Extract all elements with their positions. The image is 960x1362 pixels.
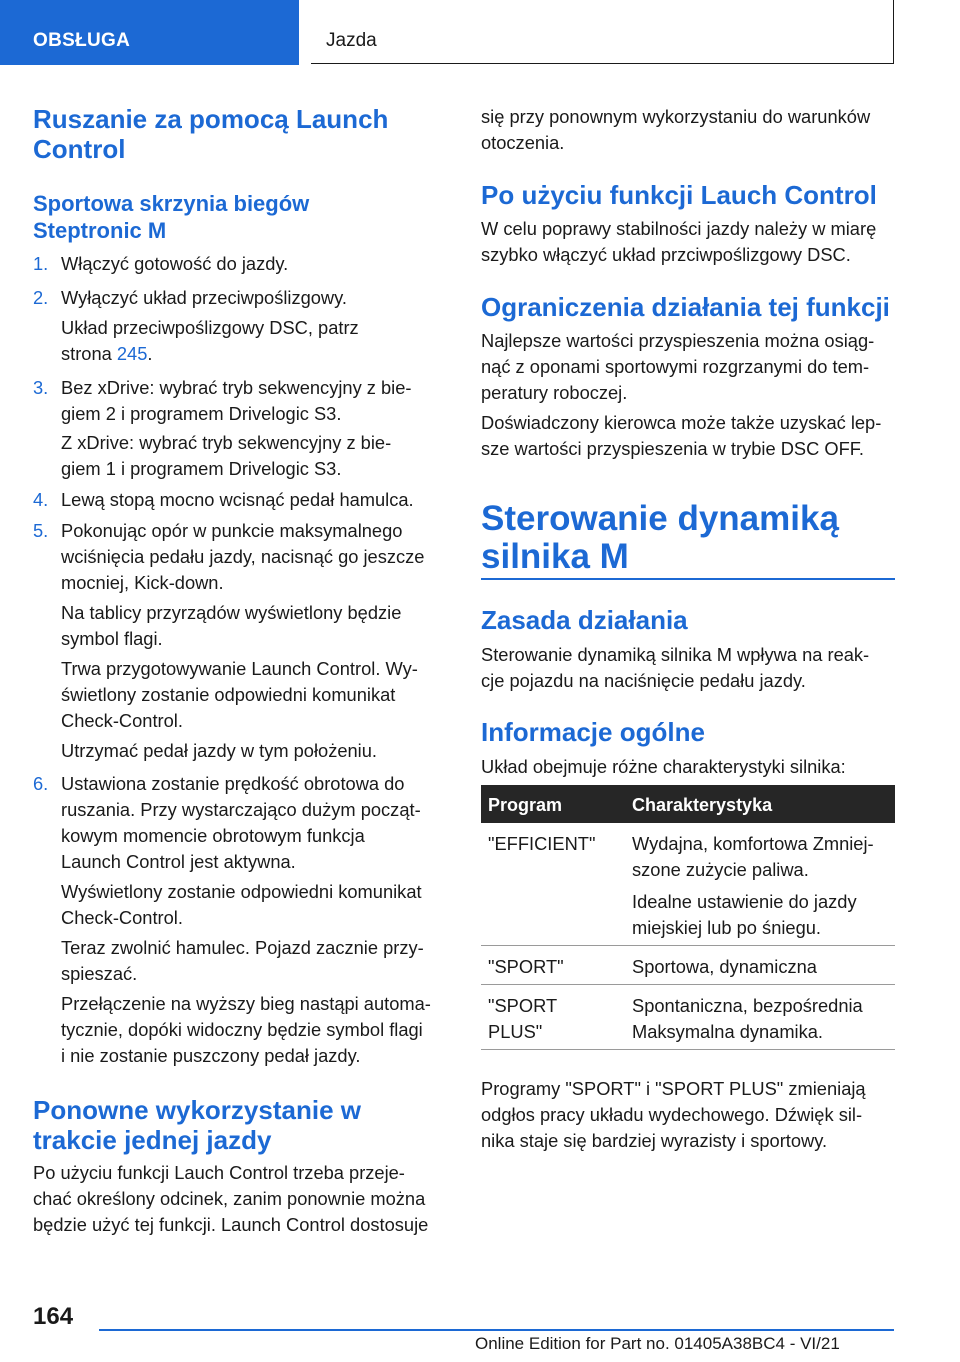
step-number: 6. bbox=[33, 773, 49, 794]
table-cell-desc: Sportowa, dynamiczna bbox=[632, 956, 817, 977]
step-note: Check-Control. bbox=[61, 710, 183, 731]
table-row-divider bbox=[481, 945, 895, 946]
paragraph-line: peratury roboczej. bbox=[481, 382, 628, 403]
step-text: Lewą stopą mocno wcisnąć pedał hamulca. bbox=[61, 489, 414, 510]
step-number: 3. bbox=[33, 377, 49, 398]
step-note: symbol flagi. bbox=[61, 628, 163, 649]
table-header-characteristic: Charakterystyka bbox=[632, 795, 773, 815]
step-note: Teraz zwolnić hamulec. Pojazd zacznie przy- bbox=[61, 937, 424, 958]
step-text: wciśnięcia pedału jazdy, nacisnąć go jeszcze bbox=[61, 546, 425, 567]
paragraph-line: cje pojazdu na naciśnięcie pedału jazdy. bbox=[481, 670, 806, 691]
header-section-label: OBSŁUGA bbox=[33, 30, 131, 51]
footer-rule bbox=[99, 1329, 894, 1331]
page-number: 164 bbox=[33, 1303, 74, 1330]
table-cell-desc: szone zużycie paliwa. bbox=[632, 859, 809, 880]
heading-reuse-line2: trakcie jednej jazdy bbox=[33, 1125, 272, 1155]
table-cell-program: "SPORT bbox=[488, 995, 558, 1016]
table-cell-program: "EFFICIENT" bbox=[488, 833, 596, 854]
step-note: Check-Control. bbox=[61, 907, 183, 928]
paragraph-line: nąć z oponami sportowymi rozgrzanymi do tem- bbox=[481, 356, 870, 377]
heading-principle: Zasada działania bbox=[481, 605, 688, 635]
paragraph-line: Doświadczony kierowca może także uzyskać lep- bbox=[481, 412, 882, 433]
paragraph-line: Programy "SPORT" i "SPORT PLUS" zmieniają bbox=[481, 1078, 866, 1099]
page-ref-link[interactable]: 245 bbox=[116, 343, 148, 364]
table-row-divider bbox=[481, 1049, 895, 1050]
table-cell-program: PLUS" bbox=[488, 1021, 543, 1042]
paragraph-line: będzie użyć tej funkcji. Launch Control dostosuje bbox=[33, 1214, 429, 1235]
step-note: spieszać. bbox=[61, 963, 138, 984]
step-text: Ustawiona zostanie prędkość obrotowa do bbox=[61, 773, 405, 794]
header-section-tab bbox=[0, 0, 299, 65]
step-text: giem 2 i programem Drivelogic S3. bbox=[61, 403, 342, 424]
paragraph-line: Najlepsze wartości przyspieszenia można osiąg- bbox=[481, 330, 875, 351]
step-note: i nie zostanie puszczony pedał jazdy. bbox=[61, 1045, 361, 1066]
table-cell-desc: Maksymalna dynamika. bbox=[632, 1021, 824, 1042]
page-ref-prefix: strona bbox=[61, 343, 117, 364]
header-chapter-tab bbox=[311, 0, 894, 64]
step-note: Trwa przygotowywanie Launch Control. Wy- bbox=[61, 658, 418, 679]
footer-edition: Online Edition for Part no. 01405A38BC4 - VI/21 bbox=[475, 1334, 840, 1353]
step-note: tycznie, dopóki widoczny będzie symbol flagi bbox=[61, 1019, 423, 1040]
table-header-program: Program bbox=[488, 795, 563, 815]
step-text: kowym momencie obrotowym funkcja bbox=[61, 825, 365, 846]
step-text: Launch Control jest aktywna. bbox=[61, 851, 296, 872]
heading-engine-dynamics-line1: Sterowanie dynamiką bbox=[481, 499, 839, 538]
header-chapter-label: Jazda bbox=[326, 30, 377, 51]
step-note: Przełączenie na wyższy bieg nastąpi automa- bbox=[61, 993, 431, 1014]
paragraph-line: Układ obejmuje różne charakterystyki silnika: bbox=[481, 756, 846, 777]
step-note: świetlony zostanie odpowiedni komunikat bbox=[61, 684, 396, 705]
step-text: Bez xDrive: wybrać tryb sekwencyjny z bie- bbox=[61, 377, 412, 398]
paragraph-line: się przy ponownym wykorzystaniu do warunków bbox=[481, 106, 871, 127]
page-ref-suffix: . bbox=[147, 343, 153, 364]
section-rule bbox=[481, 578, 895, 580]
table-cell-desc: Idealne ustawienie do jazdy bbox=[632, 891, 857, 912]
step-number: 4. bbox=[33, 489, 49, 510]
step-note: Utrzymać pedał jazdy w tym położeniu. bbox=[61, 740, 377, 761]
step-number: 2. bbox=[33, 287, 49, 308]
step-note: Wyświetlony zostanie odpowiedni komunikat bbox=[61, 881, 422, 902]
table-row-divider bbox=[481, 984, 895, 985]
table-cell-desc: miejskiej lub po śniegu. bbox=[632, 917, 822, 938]
heading-gearbox-line2: Steptronic M bbox=[33, 218, 167, 243]
step-note-page-ref-line bbox=[61, 341, 153, 367]
step-number: 1. bbox=[33, 253, 49, 274]
heading-limitations: Ograniczenia działania tej funkcji bbox=[481, 292, 890, 322]
paragraph-line: nika staje się bardziej wyrazisty i sportowy. bbox=[481, 1130, 828, 1151]
step-note: Układ przeciwpoślizgowy DSC, patrz bbox=[61, 317, 359, 338]
heading-general-info: Informacje ogólne bbox=[481, 717, 705, 747]
heading-after-launch: Po użyciu funkcji Lauch Control bbox=[481, 180, 877, 210]
paragraph-line: sze wartości przyspieszenia w trybie DSC OFF. bbox=[481, 438, 864, 459]
step-note: giem 1 i programem Drivelogic S3. bbox=[61, 458, 342, 479]
step-note: Z xDrive: wybrać tryb sekwencyjny z bie- bbox=[61, 432, 392, 453]
paragraph-line: odgłos pracy układu wydechowego. Dźwięk sil- bbox=[481, 1104, 863, 1125]
table-header bbox=[481, 785, 895, 823]
paragraph-line: W celu poprawy stabilności jazdy należy w miarę bbox=[481, 218, 877, 239]
heading-engine-dynamics-line2: silnika M bbox=[481, 537, 629, 576]
step-text: ruszania. Przy wystarczająco dużym począt- bbox=[61, 799, 421, 820]
step-text: Pokonując opór w punkcie maksymalnego bbox=[61, 520, 403, 541]
table-cell-desc: Wydajna, komfortowa Zmniej- bbox=[632, 833, 874, 854]
step-note: Na tablicy przyrządów wyświetlony będzie bbox=[61, 602, 402, 623]
step-text: Wyłączyć układ przeciwpoślizgowy. bbox=[61, 287, 347, 308]
table-cell-desc: Spontaniczna, bezpośrednia bbox=[632, 995, 863, 1016]
step-text: Włączyć gotowość do jazdy. bbox=[61, 253, 289, 274]
heading-reuse-line1: Ponowne wykorzystanie w bbox=[33, 1095, 361, 1125]
heading-launch-control-line2: Control bbox=[33, 134, 126, 164]
paragraph-line: otoczenia. bbox=[481, 132, 565, 153]
step-text: mocniej, Kick-down. bbox=[61, 572, 224, 593]
paragraph-line: chać określony odcinek, zanim ponownie można bbox=[33, 1188, 426, 1209]
paragraph-line: Po użyciu funkcji Lauch Control trzeba przeje- bbox=[33, 1162, 405, 1183]
paragraph-line: szybko włączyć układ przciwpoślizgowy DSC. bbox=[481, 244, 851, 265]
heading-launch-control-line1: Ruszanie za pomocą Launch bbox=[33, 104, 389, 134]
table-cell-program: "SPORT" bbox=[488, 956, 564, 977]
heading-gearbox-line1: Sportowa skrzynia biegów bbox=[33, 191, 310, 216]
paragraph-line: Sterowanie dynamiką silnika M wpływa na reak- bbox=[481, 644, 870, 665]
step-number: 5. bbox=[33, 520, 49, 541]
